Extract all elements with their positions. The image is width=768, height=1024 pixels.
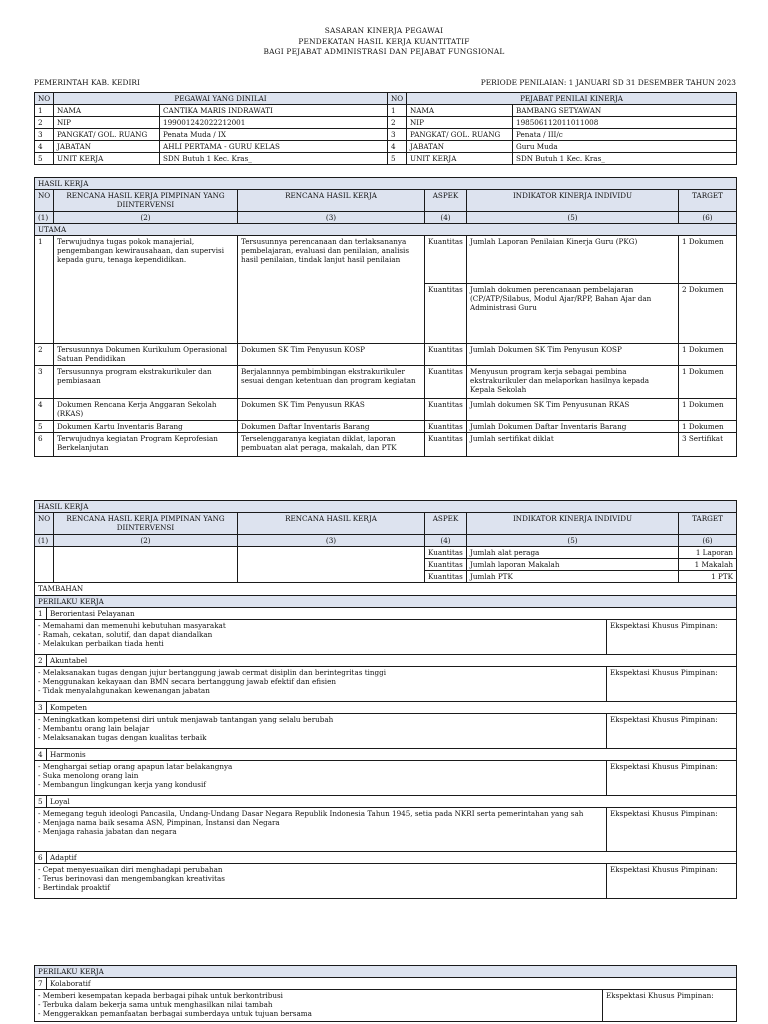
- aspek: Kuantitas: [425, 421, 467, 433]
- ekspektasi-khusus-pimpinan: Ekspektasi Khusus Pimpinan:: [607, 761, 737, 796]
- perilaku-detail: [35, 990, 737, 1022]
- col-number: (3): [238, 535, 425, 547]
- rhk: Tersusunnya perencanaan dan terlaksananya pembelajaran, evaluasi dan penilaian, analisis hasil penilaian, tindak lanjut hasil penilaian: [238, 236, 425, 344]
- row-label: JABATAN: [407, 141, 513, 153]
- aspek: Kuantitas: [425, 399, 467, 421]
- row-no: 6: [35, 433, 54, 457]
- indikator: Menyusun program kerja sebagai pembina ekstrakurikuler dan melaporkan hasilnya kepada Kepala Sekolah: [467, 366, 679, 399]
- header-subtitle-2: BAGI PEJABAT ADMINISTRASI DAN PEJABAT FUNGSIONAL: [263, 47, 505, 56]
- perilaku-no: 3: [35, 702, 47, 714]
- rhk-pimpinan: Tersusunnya program ekstrakurikuler dan pembiasaan: [54, 366, 238, 399]
- perilaku-detail: [35, 808, 737, 852]
- employee-table: [34, 92, 737, 165]
- header-title: SASARAN KINERJA PEGAWAI: [324, 26, 444, 35]
- table-row: [35, 433, 737, 457]
- indikator: Jumlah Dokumen Daftar Inventaris Barang: [467, 421, 679, 433]
- col-number: (5): [467, 535, 679, 547]
- aspek: Kuantitas: [425, 559, 467, 571]
- indikator: Jumlah alat peraga: [467, 547, 679, 559]
- row-label: NIP: [54, 117, 160, 129]
- ekspektasi-khusus-pimpinan: Ekspektasi Khusus Pimpinan:: [607, 667, 737, 702]
- pegawai-unit-kerja: SDN Butuh 1 Kec. Kras_: [160, 153, 388, 165]
- table-row: [35, 399, 737, 421]
- rhk: Berjalannnya pembimbingan ekstrakurikuler sesuai dengan ketentuan dan program kegiatan: [238, 366, 425, 399]
- column-numbers: [35, 535, 737, 547]
- indikator: Jumlah laporan Makalah: [467, 559, 679, 571]
- table-row: [35, 547, 737, 559]
- perilaku-point: - Menghargai setiap orang apapun latar belakangnya: [38, 762, 233, 771]
- hasil-kerja-lanjutan-table: [34, 500, 737, 899]
- aspek: Kuantitas: [425, 236, 467, 284]
- penilai-title: PEJABAT PENILAI KINERJA: [407, 93, 737, 105]
- no-header: NO: [388, 93, 407, 105]
- col-number: (4): [425, 212, 467, 224]
- perilaku-item: [35, 655, 737, 667]
- table-row: [35, 421, 737, 433]
- perilaku-no: 1: [35, 608, 47, 620]
- table-row: [35, 236, 737, 284]
- table-row: [35, 129, 737, 141]
- col-rhk: RENCANA HASIL KERJA: [238, 513, 425, 535]
- perilaku-name: Akuntabel: [47, 655, 737, 667]
- perilaku-point: - Memberi kesempatan kepada berbagai pihak untuk berkontribusi: [38, 991, 283, 1000]
- table-row: [35, 141, 737, 153]
- pegawai-jabatan: AHLI PERTAMA - GURU KELAS: [160, 141, 388, 153]
- col-number: (6): [679, 212, 737, 224]
- perilaku-point: - Meningkatkan kompetensi diri untuk menjawab tantangan yang selalu berubah: [38, 715, 334, 724]
- rhk: Terselenggaranya kegiatan diklat, laporan pembuatan alat peraga, makalah, dan PTK: [238, 433, 425, 457]
- ekspektasi-khusus-pimpinan: Ekspektasi Khusus Pimpinan:: [607, 714, 737, 749]
- perilaku-point: - Tidak menyalahgunakan kewenangan jabatan: [38, 686, 210, 695]
- target: 1 Dokumen: [679, 236, 737, 284]
- row-no: 5: [35, 153, 54, 165]
- pegawai-nama: CANTIKA MARIS INDRAWATI: [160, 105, 388, 117]
- hasil-kerja-table: [34, 177, 737, 457]
- row-no: 3: [35, 129, 54, 141]
- table-row: [35, 105, 737, 117]
- col-no: NO: [35, 190, 54, 212]
- perilaku-item: [35, 608, 737, 620]
- section-title: HASIL KERJA: [35, 178, 737, 190]
- pegawai-title: PEGAWAI YANG DINILAI: [54, 93, 388, 105]
- rhk-pimpinan: Dokumen Rencana Kerja Anggaran Sekolah (RKAS): [54, 399, 238, 421]
- rhk: Dokumen Daftar Inventaris Barang: [238, 421, 425, 433]
- document-meta: [34, 78, 736, 87]
- table-row: [35, 153, 737, 165]
- pegawai-nip: 199001242022212001: [160, 117, 388, 129]
- perilaku-kerja-lanjutan-table: [34, 965, 737, 1022]
- header-subtitle: PENDEKATAN HASIL KERJA KUANTITATIF: [298, 36, 470, 46]
- tambahan-label: TAMBAHAN: [35, 583, 737, 596]
- indikator: Jumlah sertifikat diklat: [467, 433, 679, 457]
- perilaku-point: - Terus berinovasi dan mengembangkan kreativitas: [38, 874, 225, 883]
- col-target: TARGET: [679, 190, 737, 212]
- row-no: 2: [35, 344, 54, 366]
- col-number: (5): [467, 212, 679, 224]
- perilaku-title: PERILAKU KERJA: [35, 596, 737, 608]
- target: 3 Sertifikat: [679, 433, 737, 457]
- hasil-kerja-header: [35, 190, 737, 212]
- row-no: 4: [35, 141, 54, 153]
- target: 1 Dokumen: [679, 421, 737, 433]
- perilaku-point: - Menjaga rahasia jabatan dan negara: [38, 827, 177, 836]
- instansi: PEMERINTAH KAB. KEDIRI: [34, 78, 140, 87]
- perilaku-no: 7: [35, 978, 47, 990]
- column-numbers: [35, 212, 737, 224]
- rhk-pimpinan: Terwujudnya kegiatan Program Keprofesian Berkelanjutan: [54, 433, 238, 457]
- perilaku-no: 6: [35, 852, 47, 864]
- col-number: (6): [679, 535, 737, 547]
- perilaku-name: Kompeten: [47, 702, 737, 714]
- perilaku-detail: [35, 864, 737, 899]
- aspek: Kuantitas: [425, 433, 467, 457]
- col-number: (2): [54, 212, 238, 224]
- row-label: NAMA: [54, 105, 160, 117]
- perilaku-point: - Memahami dan memenuhi kebutuhan masyarakat: [38, 621, 226, 630]
- col-number: (1): [35, 535, 54, 547]
- perilaku-item: [35, 749, 737, 761]
- col-number: (4): [425, 535, 467, 547]
- perilaku-no: 4: [35, 749, 47, 761]
- indikator: Jumlah Dokumen SK Tim Penyusun KOSP: [467, 344, 679, 366]
- col-number: (2): [54, 535, 238, 547]
- perilaku-points: [35, 864, 607, 899]
- rhk-pimpinan: Terwujudnya tugas pokok manajerial, pengembangan kewirausahaan, dan supervisi kepada guru, tenaga kependidikan.: [54, 236, 238, 344]
- row-label: UNIT KERJA: [54, 153, 160, 165]
- row-no: 5: [35, 421, 54, 433]
- perilaku-point: - Suka menolong orang lain: [38, 771, 139, 780]
- perilaku-point: - Bertindak proaktif: [38, 883, 110, 892]
- table-row: [35, 366, 737, 399]
- perilaku-point: - Terbuka dalam bekerja sama untuk menghasilkan nilai tambah: [38, 1000, 273, 1009]
- col-indikator: INDIKATOR KINERJA INDIVIDU: [467, 190, 679, 212]
- ekspektasi-khusus-pimpinan: Ekspektasi Khusus Pimpinan:: [607, 864, 737, 899]
- perilaku-point: - Melakukan perbaikan tiada henti: [38, 639, 164, 648]
- hasil-kerja-header: [35, 513, 737, 535]
- perilaku-point: - Memegang teguh ideologi Pancasila, Undang-Undang Dasar Negara Republik Indonesia Tahun 1945, setia pada NKRI serta pemerintahan yang sah: [38, 809, 584, 818]
- indikator: Jumlah Laporan Penilaian Kinerja Guru (PKG): [467, 236, 679, 284]
- table-row: [35, 344, 737, 366]
- col-indikator: INDIKATOR KINERJA INDIVIDU: [467, 513, 679, 535]
- target: 1 Dokumen: [679, 344, 737, 366]
- rhk-pimpinan: Dokumen Kartu Inventaris Barang: [54, 421, 238, 433]
- penilai-jabatan: Guru Muda: [513, 141, 737, 153]
- indikator: Jumlah dokumen perencanaan pembelajaran (CP/ATP/Silabus, Modul Ajar/RPP, Bahan Ajar dan Administrasi Guru: [467, 284, 679, 344]
- col-aspek: ASPEK: [425, 190, 467, 212]
- row-no: 2: [35, 117, 54, 129]
- row-no: 1: [35, 236, 54, 344]
- perilaku-no: 5: [35, 796, 47, 808]
- col-rhk-pimpinan: RENCANA HASIL KERJA PIMPINAN YANG DIINTERVENSI: [54, 513, 238, 535]
- perilaku-point: - Membangun lingkungan kerja yang kondusif: [38, 780, 206, 789]
- aspek: Kuantitas: [425, 366, 467, 399]
- document-header: [0, 26, 768, 58]
- aspek: Kuantitas: [425, 571, 467, 583]
- perilaku-points: [35, 761, 607, 796]
- row-label: JABATAN: [54, 141, 160, 153]
- row-label: NIP: [407, 117, 513, 129]
- perilaku-title: PERILAKU KERJA: [35, 966, 737, 978]
- row-no: 1: [35, 105, 54, 117]
- penilai-nip: 198506112011011008: [513, 117, 737, 129]
- perilaku-points: [35, 714, 607, 749]
- aspek: Kuantitas: [425, 344, 467, 366]
- perilaku-points: [35, 667, 607, 702]
- row-no: 2: [388, 117, 407, 129]
- col-number: (1): [35, 212, 54, 224]
- perilaku-name: Loyal: [47, 796, 737, 808]
- perilaku-points: [35, 620, 607, 655]
- perilaku-item: [35, 702, 737, 714]
- row-label: PANGKAT/ GOL. RUANG: [54, 129, 160, 141]
- no-header: NO: [35, 93, 54, 105]
- ekspektasi-khusus-pimpinan: Ekspektasi Khusus Pimpinan:: [607, 808, 737, 852]
- target: 1 Dokumen: [679, 399, 737, 421]
- col-no: NO: [35, 513, 54, 535]
- indikator: Jumlah dokumen SK Tim Penyusunan RKAS: [467, 399, 679, 421]
- target: 1 Makalah: [679, 559, 737, 571]
- rhk-pimpinan: Tersusunnya Dokumen Kurikulum Operasional Satuan Pendidikan: [54, 344, 238, 366]
- aspek: Kuantitas: [425, 547, 467, 559]
- rhk: Dokumen SK Tim Penyusun RKAS: [238, 399, 425, 421]
- row-label: UNIT KERJA: [407, 153, 513, 165]
- perilaku-no: 2: [35, 655, 47, 667]
- perilaku-name: Kolaboratif: [47, 978, 737, 990]
- row-label: NAMA: [407, 105, 513, 117]
- utama-label: UTAMA: [35, 224, 737, 236]
- perilaku-point: - Membantu orang lain belajar: [38, 724, 150, 733]
- perilaku-item: [35, 796, 737, 808]
- penilai-unit-kerja: SDN Butuh 1 Kec. Kras_: [513, 153, 737, 165]
- section-title: HASIL KERJA: [35, 501, 737, 513]
- perilaku-detail: [35, 667, 737, 702]
- penilai-pangkat: Penata / III/c: [513, 129, 737, 141]
- perilaku-points: [35, 808, 607, 852]
- ekspektasi-khusus-pimpinan: Ekspektasi Khusus Pimpinan:: [607, 620, 737, 655]
- perilaku-detail: [35, 761, 737, 796]
- perilaku-item: [35, 852, 737, 864]
- perilaku-detail: [35, 620, 737, 655]
- row-label: PANGKAT/ GOL. RUANG: [407, 129, 513, 141]
- target: 1 Dokumen: [679, 366, 737, 399]
- rhk: Dokumen SK Tim Penyusun KOSP: [238, 344, 425, 366]
- penilai-nama: BAMBANG SETYAWAN: [513, 105, 737, 117]
- row-no: 3: [388, 129, 407, 141]
- perilaku-item: [35, 978, 737, 990]
- row-no: 4: [388, 141, 407, 153]
- perilaku-point: - Melaksanakan tugas dengan kualitas terbaik: [38, 733, 207, 742]
- col-number: (3): [238, 212, 425, 224]
- row-no: 1: [388, 105, 407, 117]
- perilaku-name: Harmonis: [47, 749, 737, 761]
- perilaku-detail: [35, 714, 737, 749]
- col-target: TARGET: [679, 513, 737, 535]
- perilaku-point: - Ramah, cekatan, solutif, dan dapat diandalkan: [38, 630, 213, 639]
- perilaku-point: - Menggerakkan pemanfaatan berbagai sumberdaya untuk tujuan bersama: [38, 1009, 312, 1018]
- pegawai-pangkat: Penata Muda / IX: [160, 129, 388, 141]
- perilaku-name: Adaptif: [47, 852, 737, 864]
- col-aspek: ASPEK: [425, 513, 467, 535]
- indikator: Jumlah PTK: [467, 571, 679, 583]
- col-rhk: RENCANA HASIL KERJA: [238, 190, 425, 212]
- periode-penilaian: PERIODE PENILAIAN: 1 JANUARI SD 31 DESEMBER TAHUN 2023: [480, 78, 736, 87]
- perilaku-point: - Menjaga nama baik sesama ASN, Pimpinan, Instansi dan Negara: [38, 818, 280, 827]
- perilaku-point: - Cepat menyesuaikan diri menghadapi perubahan: [38, 865, 223, 874]
- perilaku-name: Berorientasi Pelayanan: [47, 608, 737, 620]
- employee-table-header: [35, 93, 737, 105]
- target: 2 Dokumen: [679, 284, 737, 344]
- row-no: 4: [35, 399, 54, 421]
- row-no: 5: [388, 153, 407, 165]
- perilaku-points: [35, 990, 603, 1022]
- aspek: Kuantitas: [425, 284, 467, 344]
- col-rhk-pimpinan: RENCANA HASIL KERJA PIMPINAN YANG DIINTERVENSI: [54, 190, 238, 212]
- target: 1 PTK: [679, 571, 737, 583]
- target: 1 Laporan: [679, 547, 737, 559]
- perilaku-point: - Menggunakan kekayaan dan BMN secara bertanggung jawab efektif dan efisien: [38, 677, 336, 686]
- perilaku-point: - Melaksanakan tugas dengan jujur bertanggung jawab cermat disiplin dan berintegritas tinggi: [38, 668, 387, 677]
- row-no: 3: [35, 366, 54, 399]
- table-row: [35, 117, 737, 129]
- ekspektasi-khusus-pimpinan: Ekspektasi Khusus Pimpinan:: [603, 990, 737, 1022]
